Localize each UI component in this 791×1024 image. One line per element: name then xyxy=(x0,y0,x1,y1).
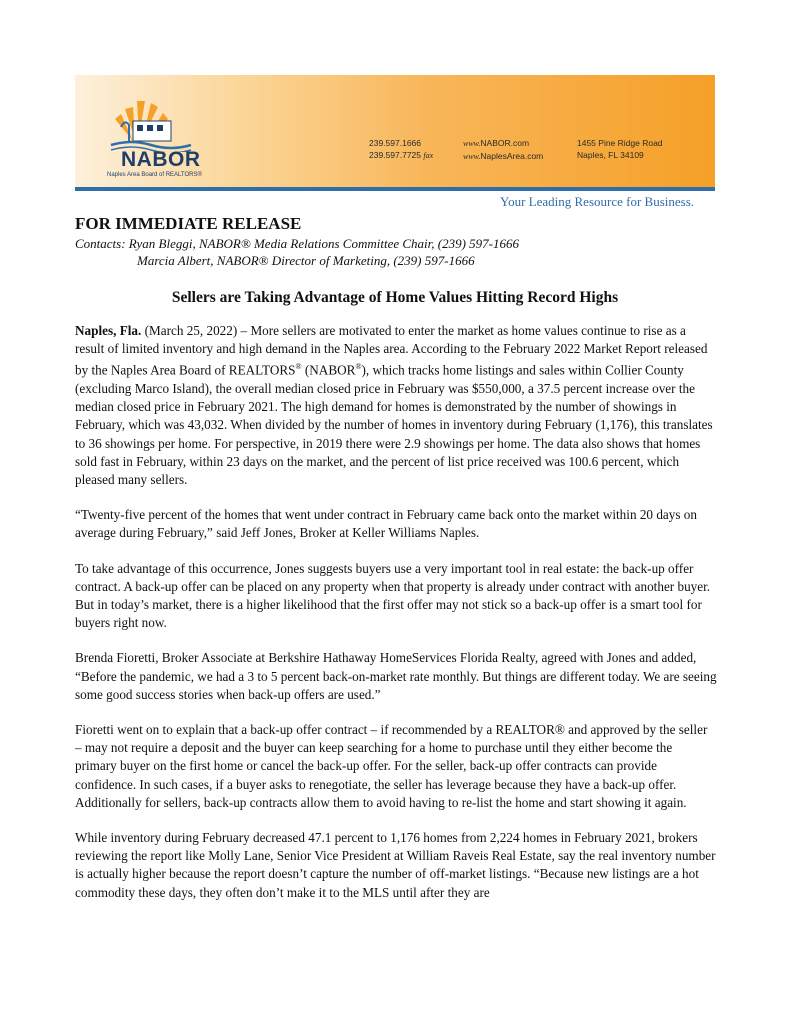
letterhead-banner xyxy=(75,75,715,191)
contacts-block xyxy=(75,235,519,269)
paragraph-3: To take advantage of this occurrence, Jones suggests buyers use a very important tool in real estate: the back-up offer contract. A back-up offer can be placed on any property when that property is already under contract with another buyer. But in today’s market, there is a higher likelihood that the first offer may not stick so a back-up offer is a smart tool for buyers right now. xyxy=(75,560,711,631)
paragraph-2: “Twenty-five percent of the homes that went under contract in February came back onto the market within 20 days on average during February,” said Jeff Jones, Broker at Keller Williams Naples. xyxy=(75,507,697,541)
nabor-logo xyxy=(107,97,217,185)
tagline: Your Leading Resource for Business. xyxy=(500,194,695,209)
fax-number: 239.597.7725 xyxy=(369,150,421,160)
article-body xyxy=(75,322,717,919)
address-line-1: 1455 Pine Ridge Road xyxy=(577,138,663,148)
phone-block xyxy=(369,137,433,162)
contact-line-2: Marcia Albert, NABOR® Director of Marketing, (239) 597-1666 xyxy=(137,253,475,268)
sun-heron-icon xyxy=(107,97,217,152)
paragraph-5: Fioretti went on to explain that a back-up offer contract – if recommended by a REALTOR® and approved by the seller – may not require a deposit and the buyer can keep searching for a home to purchase until they either become the primary buyer on the first home or cancel the back-up offer. For the seller, back-up offer contracts can provide confidence. In such cases, if a buyer asks to renegotiate, the seller has leverage because they have a back-up offer. Additionally for sellers, back-up contracts allow them to avoid having to re-list the home and start showing it again. xyxy=(75,722,708,810)
web-link-naplesarea[interactable]: www.NaplesArea.com xyxy=(463,151,544,161)
address-block xyxy=(577,137,663,161)
paragraph-4: Brenda Fioretti, Broker Associate at Berkshire Hathaway HomeServices Florida Realty, agreed with Jones and added, “Before the pandemic, we had a 3 to 5 percent back-on-market rate monthly. But things are different today. We are seeing some good success stories when back-up offers are used.” xyxy=(75,650,717,702)
phone-number: 239.597.1666 xyxy=(369,138,421,148)
logo-wordmark: NABOR xyxy=(121,148,201,171)
fax-label: fax xyxy=(423,151,434,160)
dateline: Naples, Fla. xyxy=(75,323,142,338)
logo-subtitle: Naples Area Board of REALTORS® xyxy=(107,172,202,178)
web-block xyxy=(463,137,543,163)
paragraph-6: While inventory during February decreased 47.1 percent to 1,176 homes from 2,224 homes in February 2021, brokers reviewing the report like Molly Lane, Senior Vice President at William Raveis Real Estate, say the real inventory number is actually higher because the report doesn’t capture the number of off-market listings. “Because new listings are a hot commodity these days, they often don’t make it to the MLS until after they are xyxy=(75,830,716,900)
fax-line xyxy=(369,149,433,162)
paragraph-1: Naples, Fla. (March 25, 2022) – More sellers are motivated to enter the market as home values continue to rise as a result of limited inventory and high demand in the Naples area. According to the February 2022 Market Report released by the Naples Area Board of REALTORS® (NABOR®), which tracks home listings and sales within Collier County (excluding Marco Island), the overall median closed price in February was $550,000, a 37.5 percent increase over the median closed price in February 2021. The high demand for homes is demonstrated by the number of showings in February, which was 43,032. When divided by the number of homes in inventory during February (1,176), this translates to 36 showings per home. For perspective, in 2019 there were 2.9 showings per home. The data also shows that homes sold fast in February, within 23 days on the market, and the percent of list price received was 100.6 percent, which pleased many sellers. xyxy=(75,323,713,488)
contact-line-1: Contacts: Ryan Bleggi, NABOR® Media Relations Committee Chair, (239) 597-1666 xyxy=(75,236,519,251)
address-line-2: Naples, FL 34109 xyxy=(577,150,644,160)
release-heading: FOR IMMEDIATE RELEASE xyxy=(75,214,302,233)
web-link-nabor[interactable]: www.NABOR.com xyxy=(463,138,530,148)
article-headline: Sellers are Taking Advantage of Home Values Hitting Record Highs xyxy=(171,289,619,306)
